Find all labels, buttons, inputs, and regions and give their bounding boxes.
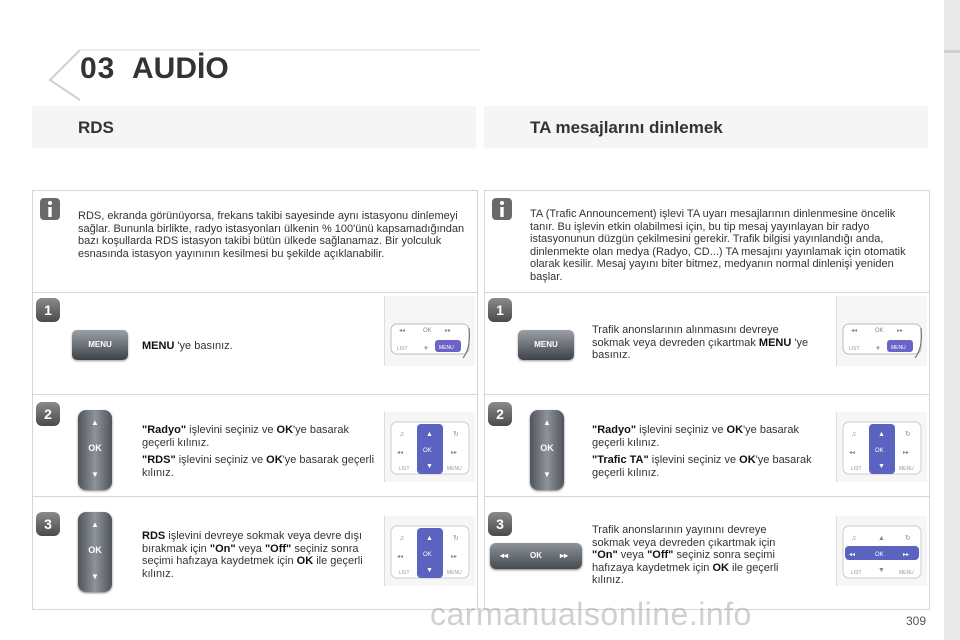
rds-step-3-text: RDS işlevini devreye sokmak veya devre dışı bırakmak için "On" veya "Off" seçiniz sonra seçimi hafızaya kaydetmek için OK ile geçerli kılınız. bbox=[142, 530, 363, 580]
svg-text:MENU: MENU bbox=[899, 466, 914, 472]
svg-text:OK: OK bbox=[423, 552, 432, 558]
svg-text:◂◂: ◂◂ bbox=[397, 450, 404, 456]
emphasis-text: "Radyo" bbox=[592, 424, 637, 436]
rds-heading: RDS bbox=[78, 118, 114, 137]
emphasis-text: "Off" bbox=[647, 549, 674, 561]
info-icon bbox=[40, 198, 60, 220]
ta-heading: TA mesajlarını dinlemek bbox=[530, 118, 723, 137]
svg-text:LIST: LIST bbox=[397, 346, 408, 352]
watermark: carmanualsonline.info bbox=[430, 596, 752, 632]
emphasis-text: RDS bbox=[142, 530, 166, 542]
emphasis-text: OK bbox=[296, 555, 314, 567]
svg-text:◂◂: ◂◂ bbox=[399, 328, 406, 334]
svg-text:▼: ▼ bbox=[878, 567, 885, 574]
steering-controls-illustration bbox=[384, 412, 475, 482]
menu-button: MENU bbox=[72, 330, 128, 360]
down-arrow-icon: ▼ bbox=[91, 470, 99, 479]
steering-controls-illustration bbox=[836, 516, 927, 586]
chapter-title: AUDİO bbox=[132, 52, 229, 85]
svg-text:LIST: LIST bbox=[851, 570, 862, 576]
seek-back-icon: ◂◂ bbox=[500, 551, 509, 560]
emphasis-text: OK bbox=[266, 454, 283, 466]
svg-text:▸▸: ▸▸ bbox=[451, 554, 458, 560]
step-badge: 2 bbox=[36, 402, 60, 426]
ok-label: OK bbox=[88, 443, 102, 453]
emphasis-text: "Radyo" bbox=[142, 424, 187, 436]
svg-text:MENU: MENU bbox=[447, 570, 462, 576]
ok-label: OK bbox=[88, 545, 102, 555]
svg-text:MENU: MENU bbox=[439, 345, 454, 351]
ok-label: OK bbox=[540, 443, 554, 453]
step-badge: 3 bbox=[488, 512, 512, 536]
svg-text:OK: OK bbox=[423, 448, 432, 454]
emphasis-text: "RDS" bbox=[142, 454, 176, 466]
emphasis-text: "On" bbox=[209, 542, 236, 555]
svg-text:LIST: LIST bbox=[849, 346, 860, 352]
svg-text:▼: ▼ bbox=[875, 346, 881, 352]
emphasis-text: "Trafic TA" bbox=[592, 454, 649, 466]
emphasis-text: MENU bbox=[758, 336, 792, 349]
seek-ok-button bbox=[490, 543, 582, 569]
emphasis-text: "On" bbox=[592, 549, 618, 561]
ok-label: OK bbox=[530, 551, 542, 560]
svg-text:♫: ♫ bbox=[851, 431, 857, 438]
steering-controls-illustration bbox=[384, 516, 475, 586]
svg-text:▸▸: ▸▸ bbox=[903, 552, 910, 558]
svg-text:↻: ↻ bbox=[905, 535, 911, 542]
svg-text:◂◂: ◂◂ bbox=[851, 328, 858, 334]
ta-step-1-text: Trafik anonslarının alınmasını devreye sokmak veya devreden çıkartmak MENU 'ye basınız. bbox=[592, 324, 809, 361]
ok-updown-button bbox=[78, 512, 112, 592]
svg-text:MENU: MENU bbox=[899, 570, 914, 576]
up-arrow-icon: ▲ bbox=[543, 418, 551, 427]
ok-updown-button bbox=[530, 410, 564, 490]
svg-text:▸▸: ▸▸ bbox=[903, 450, 910, 456]
svg-text:OK: OK bbox=[875, 448, 884, 454]
rds-step-2-text: "Radyo" işlevini seçiniz ve OK'ye basarak geçerli kılınız. bbox=[142, 424, 349, 449]
svg-text:▸▸: ▸▸ bbox=[897, 328, 904, 334]
svg-text:▼: ▼ bbox=[878, 463, 885, 470]
svg-text:▼: ▼ bbox=[426, 567, 433, 574]
up-arrow-icon: ▲ bbox=[91, 418, 99, 427]
svg-text:OK: OK bbox=[875, 552, 884, 558]
side-strip-marker bbox=[944, 50, 960, 53]
info-icon bbox=[492, 198, 512, 220]
emphasis-text: OK bbox=[726, 424, 744, 436]
step-badge: 2 bbox=[488, 402, 512, 426]
svg-text:LIST: LIST bbox=[851, 466, 862, 472]
step-badge: 1 bbox=[488, 298, 512, 322]
svg-text:MENU: MENU bbox=[447, 466, 462, 472]
svg-text:◂◂: ◂◂ bbox=[397, 554, 404, 560]
svg-text:OK: OK bbox=[423, 328, 432, 334]
svg-text:LIST: LIST bbox=[399, 466, 410, 472]
svg-text:LIST: LIST bbox=[399, 570, 410, 576]
down-arrow-icon: ▼ bbox=[91, 572, 99, 581]
side-strip bbox=[944, 0, 960, 640]
steering-controls-illustration bbox=[836, 296, 927, 366]
chapter-number: 03 bbox=[80, 52, 116, 85]
svg-text:▸▸: ▸▸ bbox=[451, 450, 458, 456]
svg-text:↻: ↻ bbox=[453, 431, 459, 438]
svg-text:♫: ♫ bbox=[399, 431, 405, 438]
ta-info-text: TA (Trafic Announcement) işlevi TA uyarı mesajlarının dinlenmesine öncelik tanır. Bu işlevin etkin olabilmesi için, bu tip mesaj yayınlayan bir radyo istasyonunun düzgün çekilmesini gerekir. Trafik bilgisi yayınlandığı anda, dinlenmekte olan medya (Radyo, CD...) TA mesajını yayınlamak için otomatik olarak kesilir. Mesaj yayını biter bitmez, medyanın normal dinlenişi yeniden başlar. bbox=[530, 208, 906, 283]
svg-text:▲: ▲ bbox=[878, 431, 885, 438]
emphasis-text: "Off" bbox=[264, 542, 292, 555]
svg-text:▲: ▲ bbox=[878, 535, 885, 542]
ok-updown-button bbox=[78, 410, 112, 490]
emphasis-text: MENU bbox=[142, 340, 175, 352]
rds-step-2-text-b: "RDS" işlevini seçiniz ve OK'ye basarak geçerli kılınız. bbox=[142, 454, 375, 479]
svg-text:▼: ▼ bbox=[426, 463, 433, 470]
svg-text:OK: OK bbox=[875, 328, 884, 334]
emphasis-text: OK bbox=[276, 424, 294, 436]
svg-text:♫: ♫ bbox=[851, 535, 857, 542]
menu-button: MENU bbox=[518, 330, 574, 360]
svg-text:♫: ♫ bbox=[399, 535, 405, 542]
seek-forward-icon: ▸▸ bbox=[560, 551, 569, 560]
up-arrow-icon: ▲ bbox=[91, 520, 99, 529]
svg-text:◂◂: ◂◂ bbox=[849, 450, 856, 456]
step-badge: 1 bbox=[36, 298, 60, 322]
down-arrow-icon: ▼ bbox=[543, 470, 551, 479]
step-badge: 3 bbox=[36, 512, 60, 536]
svg-text:MENU: MENU bbox=[891, 345, 906, 351]
steering-controls-illustration bbox=[384, 296, 475, 366]
ta-step-2-text-b: "Trafic TA" işlevini seçiniz ve OK'ye basarak geçerli kılınız. bbox=[592, 454, 812, 479]
page-number: 309 bbox=[906, 614, 927, 628]
svg-text:▲: ▲ bbox=[426, 535, 433, 542]
rds-info-text: RDS, ekranda görünüyorsa, frekans takibi sayesinde aynı istasyonu dinlemeyi sağlar. Bununla birlikte, radyo istasyonları ülkenin % 100'ünü kapsamadığından bazı koşullarda RDS istasyon takibi bütün ülkede sağlanamaz. Bir yolculuk esnasında istasyon yayınının kesilmesi bu şekilde açıklanabilir. bbox=[78, 210, 465, 260]
svg-text:↻: ↻ bbox=[905, 431, 911, 438]
ta-step-3-text: Trafik anonslarının yayınını devreye sokmak veya devreden çıkartmak için "On" veya "Off" seçiniz sonra seçimi hafızaya kaydetmek için OK ile geçerli kılınız. bbox=[592, 524, 779, 586]
rds-step-1-text: MENU 'ye basınız. bbox=[142, 340, 233, 352]
svg-text:▲: ▲ bbox=[426, 431, 433, 438]
svg-text:▼: ▼ bbox=[423, 346, 429, 352]
svg-text:↻: ↻ bbox=[453, 535, 459, 542]
emphasis-text: OK bbox=[739, 454, 756, 466]
svg-text:▸▸: ▸▸ bbox=[445, 328, 452, 334]
steering-controls-illustration bbox=[836, 412, 927, 482]
ta-step-2-text: "Radyo" işlevini seçiniz ve OK'ye basarak geçerli kılınız. bbox=[592, 424, 799, 449]
emphasis-text: OK bbox=[712, 561, 729, 574]
svg-text:◂◂: ◂◂ bbox=[849, 552, 856, 558]
